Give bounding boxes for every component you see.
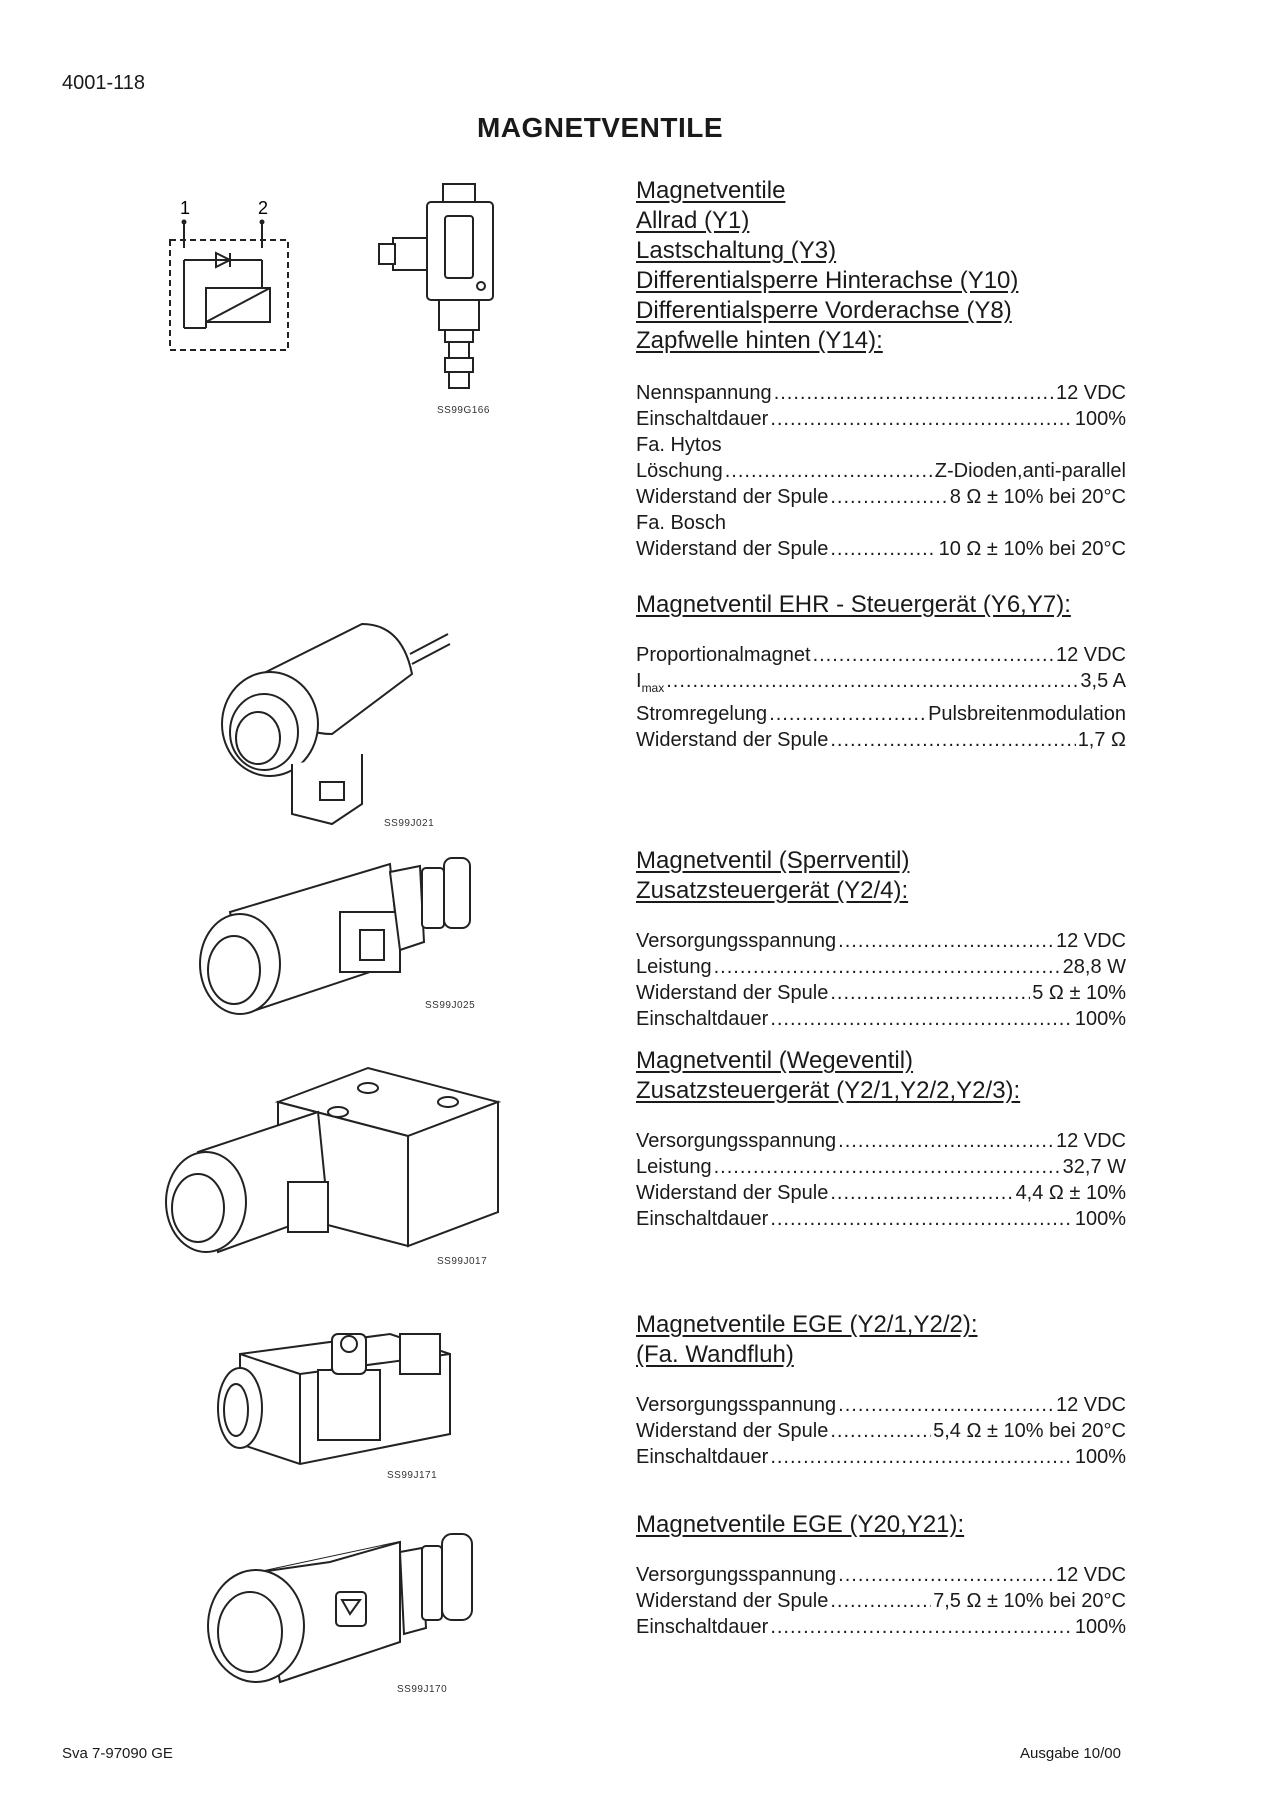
spec-value: 12 VDC	[1055, 382, 1126, 404]
spec-row	[636, 406, 1126, 432]
spec-label-subscript: max	[641, 681, 665, 695]
spec-row	[636, 1614, 1126, 1640]
spec-label: Löschung	[636, 460, 723, 482]
cartridge-valve-illustration	[375, 182, 515, 407]
spec-row	[636, 1444, 1126, 1470]
spec-row	[636, 458, 1126, 484]
spec-label: Proportionalmagnet	[636, 644, 811, 666]
spec-value: 28,8 W	[1062, 956, 1126, 978]
spec-value: 12 VDC	[1055, 644, 1126, 666]
spec-row	[636, 1392, 1126, 1418]
figure-caption: SS99J025	[425, 1000, 476, 1011]
spec-value: 7,5 Ω ± 10% bei 20°C	[933, 1590, 1126, 1612]
spec-value: 5,4 Ω ± 10% bei 20°C	[933, 1420, 1126, 1442]
spec-row	[636, 1180, 1126, 1206]
spec-value: Z-Dioden,anti-parallel	[934, 460, 1126, 482]
spec-row	[636, 1588, 1126, 1614]
spec-row	[636, 1006, 1126, 1032]
spec-label: Widerstand der Spule	[636, 729, 829, 751]
page-title: MAGNETVENTILE	[476, 112, 724, 143]
section-heading: Magnetventil (Wegeventil)	[636, 1047, 914, 1074]
spec-row	[636, 1562, 1126, 1588]
spec-label: Versorgungsspannung	[636, 1564, 837, 1586]
spec-row	[636, 1128, 1126, 1154]
figure-caption: SS99G166	[437, 405, 490, 416]
section-heading: Magnetventile EGE (Y2/1,Y2/2):	[636, 1311, 978, 1338]
spec-value: 100%	[1074, 1208, 1126, 1230]
spec-label: Einschaltdauer	[636, 1446, 769, 1468]
spec-label: Stromregelung	[636, 703, 768, 725]
spec-label: Leistung	[636, 1156, 712, 1178]
figure-caption: SS99J017	[437, 1256, 488, 1267]
section-heading: Magnetventil (Sperrventil)	[636, 847, 910, 874]
spec-value: Pulsbreitenmodulation	[928, 703, 1126, 725]
spec-label: Widerstand der Spule	[636, 982, 829, 1004]
spec-value: 12 VDC	[1055, 1394, 1126, 1416]
footer-document-code: Sva 7-97090 GE	[62, 1745, 173, 1762]
spec-row	[636, 701, 1126, 727]
spec-label: Einschaltdauer	[636, 1616, 769, 1638]
section-heading: Differentialsperre Vorderachse (Y8)	[636, 297, 1012, 324]
figure-caption: SS99J021	[384, 818, 435, 829]
coil-schematic-figure	[166, 198, 306, 363]
directional-valve-illustration	[158, 1062, 508, 1267]
figure-caption: SS99J170	[397, 1684, 448, 1695]
spec-label: Widerstand der Spule	[636, 1590, 829, 1612]
section-heading: Differentialsperre Hinterachse (Y10)	[636, 267, 1019, 294]
spec-row	[636, 1154, 1126, 1180]
section-ege-wandfluh	[636, 1310, 1126, 1470]
section-heading: Allrad (Y1)	[636, 207, 750, 234]
spec-row	[636, 484, 1126, 510]
spec-value: 3,5 A	[1080, 670, 1126, 692]
spec-value: 10 Ω ± 10% bei 20°C	[938, 538, 1126, 560]
spec-value: 8 Ω ± 10% bei 20°C	[949, 486, 1126, 508]
spec-value: 100%	[1074, 1446, 1126, 1468]
spec-row	[636, 642, 1126, 668]
spec-value: 100%	[1074, 408, 1126, 430]
proportional-solenoid-illustration	[212, 614, 462, 839]
section-heading: Magnetventil EHR - Steuergerät (Y6,Y7):	[636, 591, 1071, 618]
spec-row	[636, 928, 1126, 954]
spec-label: Widerstand der Spule	[636, 538, 829, 560]
spec-value: 5 Ω ± 10%	[1032, 982, 1126, 1004]
section-heading: Lastschaltung (Y3)	[636, 237, 837, 264]
spec-value: 12 VDC	[1055, 1130, 1126, 1152]
spec-row	[636, 727, 1126, 753]
spec-value: 12 VDC	[1055, 930, 1126, 952]
document-number: 4001-118	[62, 72, 146, 94]
ege-valve-illustration	[200, 1522, 480, 1697]
spec-label: Widerstand der Spule	[636, 1182, 829, 1204]
section-ehr-steuergeraet	[636, 590, 1126, 753]
section-heading: (Fa. Wandfluh)	[636, 1341, 794, 1368]
spec-label: Versorgungsspannung	[636, 930, 837, 952]
schematic-pin-2: 2	[258, 198, 269, 218]
section-heading: Zusatzsteuergerät (Y2/4):	[636, 877, 909, 904]
spec-row	[636, 1206, 1126, 1232]
section-heading: Magnetventile	[636, 177, 786, 204]
spec-label: Versorgungsspannung	[636, 1130, 837, 1152]
spec-value: 100%	[1074, 1008, 1126, 1030]
section-magnetventile	[636, 176, 1126, 562]
spec-label: Widerstand der Spule	[636, 1420, 829, 1442]
figure-caption: SS99J171	[387, 1470, 438, 1481]
spec-value: 100%	[1074, 1616, 1126, 1638]
spec-row	[636, 380, 1126, 406]
spec-value: 32,7 W	[1062, 1156, 1126, 1178]
spec-row	[636, 980, 1126, 1006]
manufacturer-label: Fa. Bosch	[636, 512, 727, 534]
section-ege-y20-y21	[636, 1510, 1126, 1640]
section-wegeventil	[636, 1046, 1126, 1232]
spec-label: Nennspannung	[636, 382, 772, 404]
spec-value: 12 VDC	[1055, 1564, 1126, 1586]
spec-label: Leistung	[636, 956, 712, 978]
spec-label: Einschaltdauer	[636, 408, 769, 430]
spec-value: 1,7 Ω	[1077, 729, 1126, 751]
footer-edition: Ausgabe 10/00	[1020, 1745, 1121, 1762]
spec-label: Einschaltdauer	[636, 1008, 769, 1030]
section-heading: Magnetventile EGE (Y20,Y21):	[636, 1511, 965, 1538]
section-sperrventil	[636, 846, 1126, 1032]
ege-valve-wandfluh-illustration	[200, 1314, 460, 1489]
section-heading: Zapfwelle hinten (Y14):	[636, 327, 883, 354]
section-heading: Zusatzsteuergerät (Y2/1,Y2/2,Y2/3):	[636, 1077, 1021, 1104]
spec-label: Versorgungsspannung	[636, 1394, 837, 1416]
spec-row	[636, 954, 1126, 980]
spec-row	[636, 536, 1126, 562]
spec-label: I	[636, 670, 642, 692]
spec-label: Einschaltdauer	[636, 1208, 769, 1230]
spec-row	[636, 1418, 1126, 1444]
spec-label: Widerstand der Spule	[636, 486, 829, 508]
spec-value: 4,4 Ω ± 10%	[1015, 1182, 1126, 1204]
spec-row	[636, 668, 1126, 701]
schematic-pin-1: 1	[180, 198, 191, 218]
manufacturer-label: Fa. Hytos	[636, 434, 722, 456]
